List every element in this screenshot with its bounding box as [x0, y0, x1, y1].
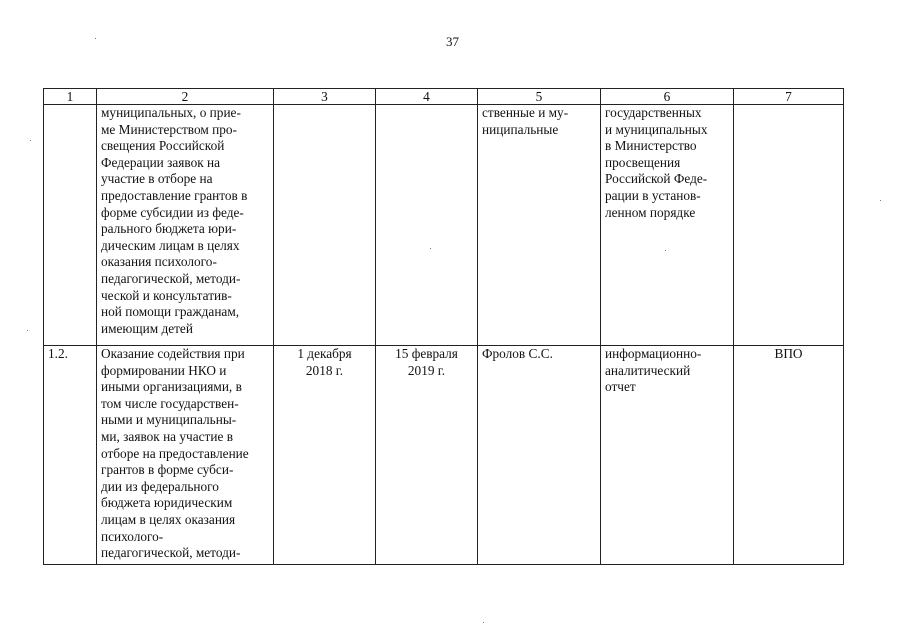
- cell-text-line: в Министерство: [605, 138, 697, 154]
- cell-text-line: участие в отборе на: [101, 171, 213, 187]
- column-number-row: [44, 89, 844, 105]
- cell-text-line: дии из федерального: [101, 478, 219, 494]
- cell-text-line: Оказание содействия при: [101, 346, 245, 361]
- result-cell: [601, 346, 734, 565]
- cell-text-line: иными организациями, в: [101, 379, 242, 395]
- cell-text-line: лицам в целях оказания: [101, 511, 236, 527]
- cell-text-line: формировании НКО и: [101, 362, 227, 378]
- cell-text-line: том числе государствен-: [101, 395, 239, 411]
- plan-table: [43, 88, 844, 565]
- column-number: 6: [601, 89, 734, 105]
- cell-text-line: Российской Феде-: [605, 171, 708, 187]
- column-number: 1: [44, 89, 97, 105]
- scan-speck: [430, 248, 431, 249]
- indicator-cell: [734, 105, 844, 346]
- cell-text-line: ческой и консультатив-: [101, 287, 232, 303]
- cell-text-line: ниципальные: [482, 121, 559, 137]
- cell-text-line: рации в установ-: [605, 187, 701, 203]
- cell-text-line: ленном порядке: [605, 204, 696, 220]
- cell-text-line: и муниципальных: [605, 121, 708, 137]
- cell-text-line: предоставление грантов в: [101, 187, 248, 203]
- cell-text-line: ными и муниципальны-: [101, 412, 237, 428]
- end-date-cell: [376, 346, 478, 565]
- cell-text-line: аналитический: [605, 362, 691, 378]
- cell-text-line: дическим лицам в целях: [101, 237, 240, 253]
- responsible-cell: [478, 105, 601, 346]
- cell-text-line: Федерации заявок на: [101, 154, 221, 170]
- scan-speck: [95, 38, 96, 39]
- start-date-cell: [274, 105, 376, 346]
- indicator-cell: ВПО: [734, 346, 844, 565]
- cell-text-line: ме Министерством про-: [101, 121, 237, 137]
- cell-text-line: Фролов С.С.: [482, 346, 553, 361]
- scan-speck: [27, 330, 28, 331]
- column-number: 4: [376, 89, 478, 105]
- cell-text-line: бюджета юридическим: [101, 495, 233, 511]
- cell-text-line: педагогической, методи-: [101, 270, 241, 286]
- column-number: 5: [478, 89, 601, 105]
- cell-text-line: информационно-: [605, 346, 702, 361]
- cell-text-line: имеющим детей: [101, 320, 193, 336]
- scan-speck: [880, 200, 881, 201]
- column-number: 7: [734, 89, 844, 105]
- cell-text-line: муниципальных, о прие-: [101, 105, 241, 120]
- table-row: [44, 105, 844, 346]
- item-number-cell: [44, 105, 97, 346]
- column-number: 2: [97, 89, 274, 105]
- cell-text-line: государственных: [605, 105, 702, 120]
- description-cell: [97, 105, 274, 346]
- cell-text-line: оказания психолого-: [101, 254, 217, 270]
- cell-text-line: ственные и му-: [482, 105, 569, 120]
- cell-text-line: рального бюджета юри-: [101, 221, 237, 237]
- cell-text-line: ми, заявок на участие в: [101, 428, 233, 444]
- cell-text-line: отчет: [605, 379, 636, 395]
- cell-text-line: 15 февраля: [395, 346, 458, 361]
- cell-text-line: свещения Российской: [101, 138, 225, 154]
- cell-text-line: педагогической, методи-: [101, 545, 241, 561]
- cell-text-line: ной помощи гражданам,: [101, 304, 240, 320]
- column-number: 3: [274, 89, 376, 105]
- cell-text-line: грантов в форме субси-: [101, 462, 234, 478]
- cell-text-line: форме субсидии из федe-: [101, 204, 244, 220]
- scan-speck: [30, 140, 31, 141]
- cell-text-line: просвещения: [605, 154, 681, 170]
- cell-text-line: отборе на предоставление: [101, 445, 249, 461]
- table-row: [44, 346, 844, 565]
- cell-text-line: 1 декабря: [297, 346, 352, 361]
- description-cell: [97, 346, 274, 565]
- cell-text-line: психолого-: [101, 528, 164, 544]
- scan-speck: [483, 622, 484, 623]
- start-date-cell: [274, 346, 376, 565]
- page-number: 37: [446, 34, 459, 49]
- item-number-cell: 1.2.: [44, 346, 97, 565]
- end-date-cell: [376, 105, 478, 346]
- scan-speck: [665, 250, 666, 251]
- cell-text-line: 2019 г.: [407, 362, 446, 378]
- result-cell: [601, 105, 734, 346]
- responsible-cell: [478, 346, 601, 565]
- cell-text-line: 2018 г.: [305, 362, 344, 378]
